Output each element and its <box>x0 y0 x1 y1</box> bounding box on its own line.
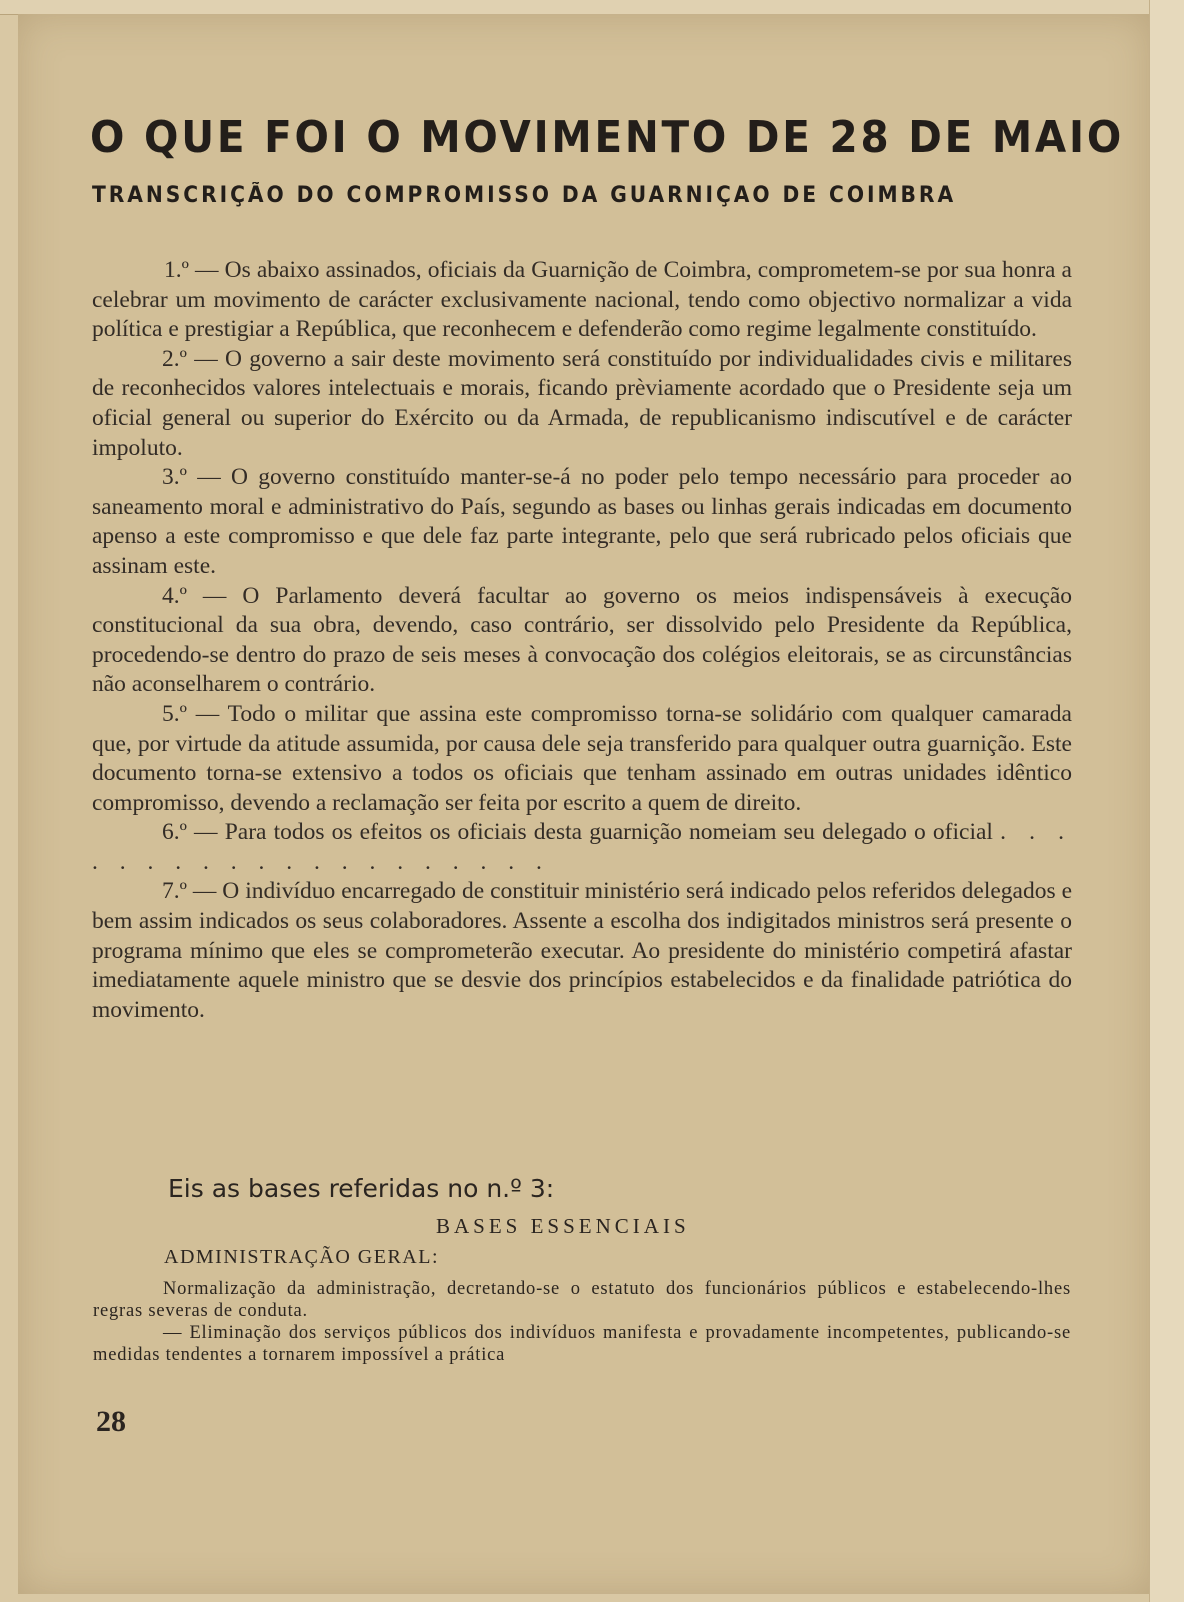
paragraph-5: 5.º — Todo o militar que assina este compromisso torna-se solidário com qualquer camarada que, por virtude da atitude assumida, por causa dele seja transferido para qualquer outra guarnição. Este documento torna-se extensivo a todos os oficiais que tenham assinado em outras unidades idêntico compromisso, devendo a reclamação ser feita por escrito a quem de direito. <box>92 700 1072 816</box>
bases-item-2: — Eliminação dos serviços públicos dos indivíduos manifesta e provadamente incompetentes, publicando-se medidas tendentes a tornarem impossível a prática <box>93 1323 1071 1365</box>
section-heading: ADMINISTRAÇÃO GERAL: <box>164 1246 439 1268</box>
paragraph-4: 4.º — O Parlamento deverá facultar ao governo os meios indispensáveis à execução constitucional da sua obra, devendo, caso contrário, ser dissolvido pelo Presidente da República, procedendo-se dentro do prazo de seis meses à convocação dos colégios eleitorais, se as circunstâncias não aconselharem o contrário. <box>92 582 1072 698</box>
bases-title: BASES ESSENCIAIS <box>436 1214 690 1238</box>
paragraph-3: 3.º — O governo constituído manter-se-á no poder pelo tempo necessário para proceder ao saneamento moral e administrativo do País, segundo as bases ou linhas gerais indicadas em documento apenso a este compromisso e que dele faz parte integrante, pelo que será rubricado pelos oficiais que assinam este. <box>92 464 1072 579</box>
paragraph-6 <box>92 818 1072 877</box>
page-top-edge <box>0 0 1184 15</box>
paragraph-6-dots: . . . . . . . . . . . . . . . . . . . . <box>92 819 1072 875</box>
bases-item-1: Normalização da administração, decretando-se o estatuto dos funcionários públicos e estabelecendo-lhes regras severas de conduta. <box>93 1279 1071 1321</box>
page-subtitle: TRANSCRIÇÃO DO COMPROMISSO DA GUARNIÇAO DE COIMBRA <box>92 183 957 208</box>
page-title: O QUE FOI O MOVIMENTO DE 28 DE MAIO <box>90 112 1124 163</box>
bases-intro: Eis as bases referidas no n.º 3: <box>168 1174 555 1203</box>
page-number: 28 <box>96 1405 126 1438</box>
paragraph-7: 7.º — O indivíduo encarregado de constituir ministério será indicado pelos referidos delegados e bem assim indicados os seus colaboradores. Assente a escolha dos indigitados ministros será presente o programa mínimo que eles se comprometerão executar. Ao presidente do ministério competirá afastar imediatamente aquele ministro que se desvie dos princípios estabelecidos e da finalidade patriótica do movimento. <box>92 878 1072 1023</box>
paragraph-1: 1.º — Os abaixo assinados, oficiais da Guarnição de Coimbra, comprometem-se por sua honra a celebrar um movimento de carácter exclusivamente nacional, tendo como objectivo normalizar a vida política e prestigiar a República, que reconhecem e defenderão como regime legalmente constituído. <box>92 257 1072 343</box>
page-right-edge <box>1149 0 1184 1602</box>
paragraph-6-text: 6.º — Para todos os efeitos os oficiais desta guarnição nomeiam seu delegado o oficial <box>162 819 993 846</box>
bases-text <box>93 1278 1071 1366</box>
paragraph-2: 2.º — O governo a sair deste movimento será constituído por individualidades civis e militares de reconhecidos valores intelectuais e morais, ficando prèviamente acordado que o Presidente seja um oficial general ou superior do Exército ou da Armada, de republicanismo indiscutível e de carácter impoluto. <box>92 345 1072 461</box>
compromisso-text <box>92 256 1072 1025</box>
